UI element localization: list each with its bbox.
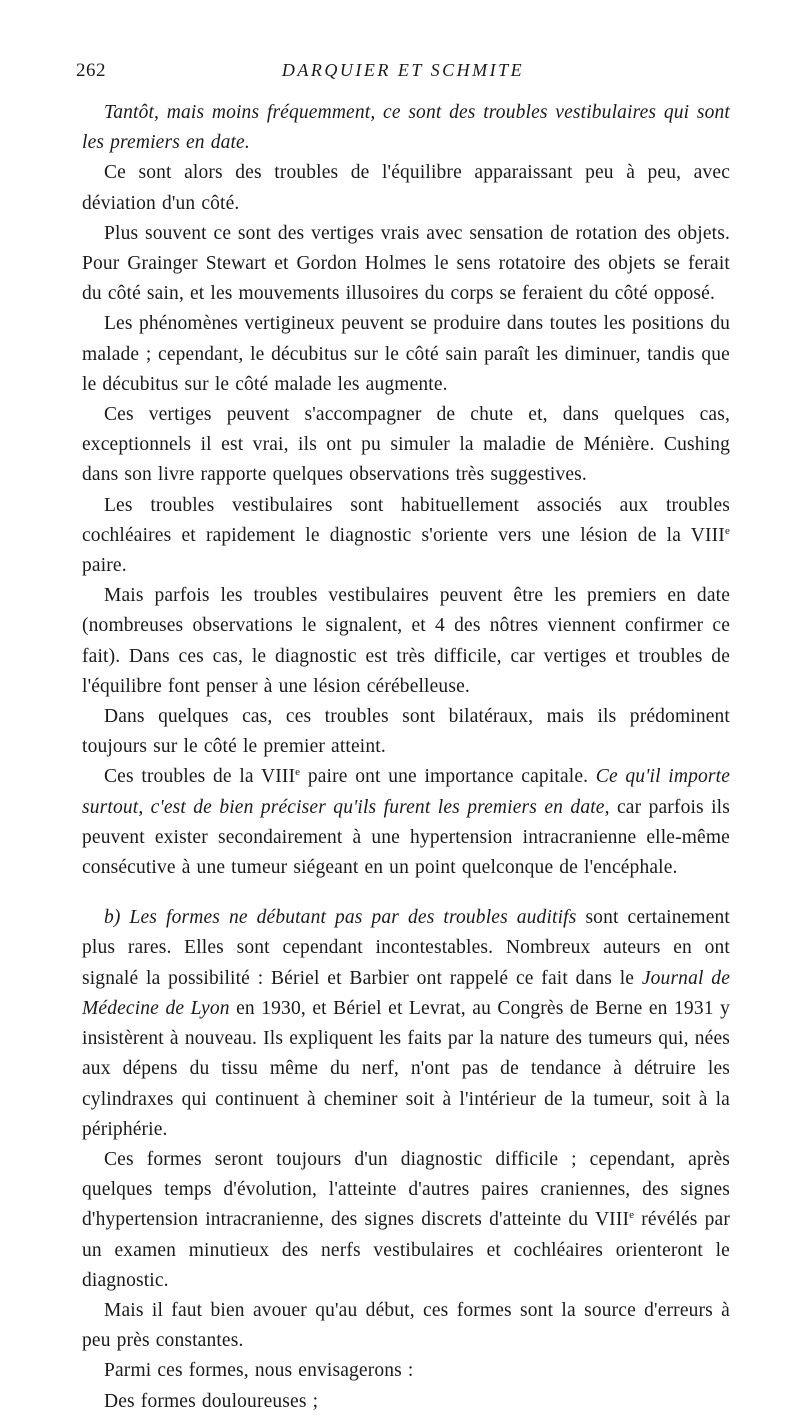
paragraph: Tantôt, mais moins fréquemment, ce sont des troubles vestibulaires qui sont les premiers en date. (82, 102, 730, 154)
paragraph (82, 1145, 730, 1296)
superscript: e (629, 1209, 635, 1222)
text-run: sont certainement plus rares. Elles sont cependant incontestables. Nombreux auteurs en ont signalé la possibilité : Bériel et Barbier ont rappelé ce fait dans le (82, 907, 730, 989)
paragraph: Ces vertiges peuvent s'accompagner de chute et, dans quelques cas, exceptionnels il est vrai, ils ont pu simuler la maladie de Ménière. Cushing dans son livre rapporte quelques observations très suggestives. (82, 404, 730, 486)
superscript: e (724, 524, 730, 537)
section-heading: b) Les formes ne débutant pas par des troubles auditifs (104, 907, 577, 929)
page-number: 262 (76, 60, 106, 81)
paragraph: Parmi ces formes, nous envisagerons : (104, 1360, 414, 1382)
paragraph (82, 762, 730, 883)
text-run: Ces formes seront toujours d'un diagnostic difficile ; cependant, après quelques temps d'évolution, l'atteinte d'autres paires craniennes, des signes d'hypertension intracranienne, des signes discrets d'atteinte du VIII (82, 1148, 730, 1231)
journal-title: Journal de Médecine de Lyon (82, 967, 731, 1019)
paragraph: Mais il faut bien avouer qu'au début, ces formes sont la source d'erreurs à peu près constantes. (82, 1299, 730, 1352)
text-run: en 1930, et Bériel et Levrat, au Congrès de Berne en 1931 y insistèrent à nouveau. Ils expliquent les faits par la nature des tumeurs qui, nées aux dépens du tissu même du nerf, n'ont pas de tendance à détruire les cylindraxes qui continuent à cheminer soit à l'intérieur de la tumeur, soit à la périphérie. (82, 997, 730, 1140)
paragraph: Des formes douloureuses ; (104, 1390, 319, 1412)
paragraph: Plus souvent ce sont des vertiges vrais avec sensation de rotation des objets. Pour Grainger Stewart et Gordon Holmes le sens rotatoire des objets se ferait du côté sain, et les mouvements illusoires du corps se feraient du côté opposé. (82, 222, 730, 305)
paragraph: Les phénomènes vertigineux peuvent se produire dans toutes les positions du malade ; cependant, le décubitus sur le côté sain paraît les diminuer, tandis que le décubitus sur le côté malade les augmente. (82, 313, 730, 395)
paragraph: Mais parfois les troubles vestibulaires peuvent être les premiers en date (nombreuses observations le signalent, et 4 des nôtres viennent confirmer ce fait). Dans ces cas, le diagnostic est très difficile, car vertiges et troubles de l'équilibre font penser à une lésion cérébelleuse. (82, 585, 730, 697)
paragraph: Ce sont alors des troubles de l'équilibre apparaissant peu à peu, avec déviation d'un côté. (82, 162, 730, 214)
paragraph: Dans quelques cas, ces troubles sont bilatéraux, mais ils prédominent toujours sur le côté le premier atteint. (82, 706, 730, 758)
paragraph (82, 903, 730, 1145)
running-head: DARQUIER ET SCHMITE (281, 60, 525, 80)
text-run: révélés par un examen minutieux des nerfs vestibulaires et cochléaires orienteront le diagnostic. (82, 1209, 731, 1291)
text-run: paire. (82, 555, 127, 577)
text-run: Les troubles vestibulaires sont habituellement associés aux troubles cochléaires et rapidement le diagnostic s'oriente vers une lésion de la VIII (82, 494, 730, 546)
page-header (76, 60, 730, 86)
text-run: Ces troubles de la VIII (104, 766, 296, 788)
paragraph (82, 491, 730, 582)
superscript: e (295, 766, 301, 779)
page-body (82, 98, 730, 1417)
text-run: paire ont une importance capitale. (300, 766, 596, 788)
emphasis-text: Ce qu'il importe surtout, c'est de bien préciser qu'ils furent les premiers en date (82, 766, 730, 818)
text-run: , car parfois ils peuvent exister secondairement à une hypertension intracranienne elle-même consécutive à une tumeur siégeant en un point quelconque de l'encéphale. (82, 796, 730, 879)
